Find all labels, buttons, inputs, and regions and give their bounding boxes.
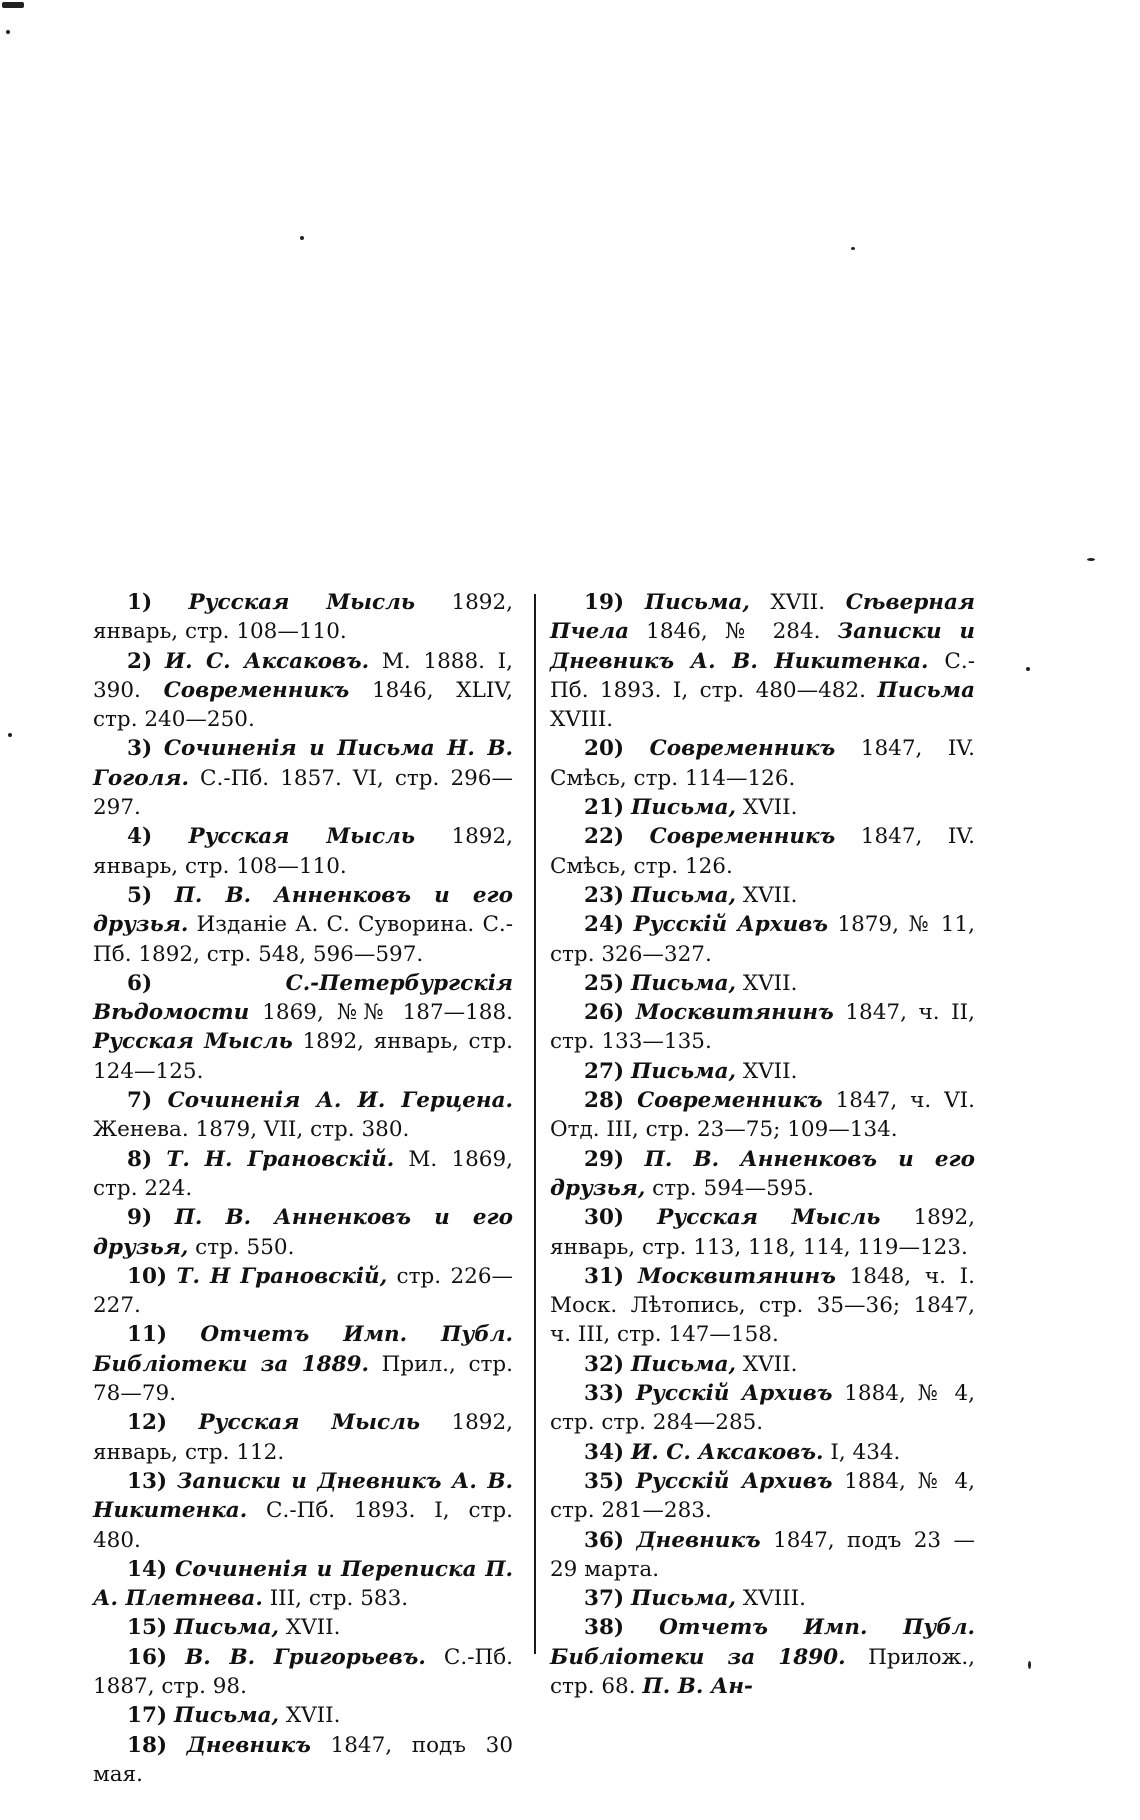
footnote	[93, 1086, 513, 1145]
footnote-number: 11)	[127, 1322, 168, 1348]
citation-text: 1884, № 4, стр. 281—283.	[550, 1468, 975, 1524]
footnote	[550, 969, 975, 998]
scan-speck	[300, 236, 304, 240]
footnote	[550, 793, 975, 822]
work-title: Т. Н. Грановскій.	[166, 1146, 395, 1172]
citation-text: 1884, № 4, стр. стр. 284—285.	[550, 1381, 975, 1436]
citation-text: 1892, январь, стр. 112.	[93, 1410, 513, 1465]
citation-text: XVII.	[736, 795, 798, 821]
citation-text: I, 434.	[823, 1439, 901, 1465]
citation-text	[152, 590, 188, 615]
work-title: Сѣверная Пчела	[550, 590, 975, 645]
footnote	[550, 588, 975, 734]
footnote-number: 14)	[127, 1556, 168, 1582]
work-title: Современникъ	[649, 824, 836, 850]
citation-text	[624, 736, 650, 761]
footnote	[93, 969, 513, 1086]
footnote-number: 34)	[584, 1439, 625, 1465]
footnote-number: 9)	[127, 1205, 153, 1231]
footnote	[550, 1613, 975, 1701]
footnote-number: 18)	[127, 1732, 168, 1758]
citation-text	[624, 883, 631, 908]
work-title: Письма,	[630, 795, 737, 821]
footnote	[550, 910, 975, 969]
citation-text: XVII.	[736, 1351, 798, 1377]
work-title: Отчетъ Имп. Публ. Библіотеки за 1889.	[93, 1322, 514, 1377]
footnote-number: 38)	[584, 1615, 625, 1641]
footnote-number: 6)	[127, 970, 153, 996]
notes-column-right	[550, 588, 975, 1701]
citation-text: III, стр. 583.	[262, 1586, 409, 1612]
citation-text	[152, 736, 164, 761]
citation-text	[152, 1088, 167, 1113]
citation-text: 1892, январь, стр. 113, 118, 114, 119—123.	[550, 1205, 976, 1260]
work-title: Русскій Архивъ	[635, 1468, 833, 1494]
footnote-number: 20)	[584, 736, 625, 762]
footnote-number: 1)	[127, 590, 153, 615]
footnote-number: 29)	[584, 1146, 625, 1172]
footnote-number: 24)	[584, 912, 625, 938]
footnote-number: 7)	[127, 1088, 153, 1114]
citation-text: XVIII.	[736, 1586, 806, 1612]
footnote-number: 30)	[584, 1205, 625, 1231]
footnote-number: 35)	[584, 1468, 625, 1494]
citation-text: 1892, январь, стр. 108—110.	[93, 824, 513, 879]
citation-text: 1846, № 284.	[629, 619, 838, 645]
citation-text	[152, 1147, 166, 1172]
footnote-number: 8)	[127, 1146, 153, 1172]
footnote-number: 21)	[584, 795, 625, 821]
citation-text	[624, 795, 631, 820]
footnote-number: 15)	[127, 1615, 168, 1641]
citation-text	[624, 1000, 636, 1025]
work-title: Письма,	[173, 1615, 280, 1641]
citation-text	[152, 883, 174, 908]
footnote	[550, 822, 975, 881]
footnote	[550, 1086, 975, 1145]
citation-text: 1892, январь, стр. 108—110.	[93, 590, 513, 645]
work-title: Русская Мысль	[188, 824, 416, 850]
citation-text: М. 1888. I, 390.	[93, 648, 513, 703]
footnote-number: 25)	[584, 970, 625, 996]
citation-text	[624, 590, 645, 615]
work-title: Т. Н Грановскій,	[176, 1263, 388, 1289]
citation-text: 1847, IV. Смѣсь, стр. 126.	[550, 824, 975, 879]
citation-text: 1847, ч. VI. Отд. III, стр. 23—75; 109—134.	[550, 1088, 975, 1143]
citation-text	[152, 1205, 174, 1230]
work-title: П. В. Ан-	[642, 1673, 753, 1699]
footnote	[550, 1584, 975, 1613]
footnote	[550, 1262, 975, 1350]
citation-text	[167, 1557, 175, 1582]
work-title: Русскій Архивъ	[633, 912, 828, 938]
citation-text	[167, 1322, 200, 1347]
work-title: В. В. Григорьевъ.	[185, 1644, 426, 1670]
citation-text: стр. 226—227.	[93, 1263, 513, 1319]
work-title: Письма,	[630, 970, 737, 996]
footnote-number: 5)	[127, 882, 153, 908]
citation-text: 1847, подъ 23 — 29 марта.	[550, 1527, 975, 1582]
citation-text: С.-Пб. 1893. I, стр. 480.	[93, 1498, 513, 1553]
footnote	[93, 881, 513, 969]
footnote	[550, 1350, 975, 1379]
footnote-number: 19)	[584, 590, 625, 615]
work-title: Отчетъ Имп. Публ. Библіотеки за 1890.	[550, 1615, 975, 1670]
footnote	[550, 881, 975, 910]
citation-text	[152, 649, 165, 674]
work-title: Сочиненія и Переписка П. А. Плетнева.	[93, 1556, 513, 1612]
work-title: Записки и Дневникъ А. В. Никитенка.	[550, 619, 975, 674]
footnote-number: 33)	[584, 1381, 625, 1407]
footnote	[93, 1555, 513, 1614]
footnote-number: 22)	[584, 824, 625, 850]
citation-text	[624, 1528, 636, 1553]
citation-text: XVII.	[736, 882, 798, 908]
citation-text: С.-Пб. 1857. VI, стр. 296—297.	[93, 765, 513, 821]
citation-text	[624, 1352, 631, 1377]
footnote-number: 26)	[584, 1000, 625, 1026]
footnote	[93, 1262, 513, 1321]
work-title: П. В. Анненковъ и его друзья,	[93, 1205, 513, 1260]
citation-text: 1847, подъ 30 мая.	[93, 1732, 513, 1787]
footnote	[93, 1701, 513, 1730]
citation-text: Изданіе А. С. Суворина. С.-Пб. 1892, стр. 548, 596—597.	[93, 912, 513, 967]
footnote-number: 3)	[127, 736, 153, 762]
footnote	[550, 1438, 975, 1467]
footnote-number: 10)	[127, 1263, 168, 1289]
work-title: Записки и Дневникъ А. В. Никитенка.	[93, 1468, 513, 1524]
scan-speck	[2, 2, 24, 8]
footnote	[93, 1731, 513, 1790]
scan-speck	[8, 733, 12, 737]
footnote-number: 12)	[127, 1410, 168, 1436]
citation-text: С.-Пб. 1893. I, стр. 480—482.	[550, 648, 975, 703]
citation-text	[167, 1645, 185, 1670]
work-title: Письма,	[644, 590, 750, 615]
footnote	[550, 1057, 975, 1086]
work-title: Дневникъ	[186, 1732, 311, 1758]
citation-text	[624, 1264, 638, 1289]
citation-text	[167, 1615, 174, 1640]
work-title: Дневникъ	[636, 1527, 761, 1553]
citation-text: XVII.	[279, 1703, 341, 1729]
footnote-number: 27)	[584, 1058, 625, 1084]
work-title: Сочиненія и Письма Н. В. Гоголя.	[93, 736, 513, 791]
citation-text: стр. 550.	[188, 1234, 295, 1260]
citation-text	[624, 912, 633, 937]
footnote	[550, 1467, 975, 1526]
footnote	[93, 1643, 513, 1702]
footnote	[550, 1379, 975, 1438]
citation-text: М. 1869, стр. 224.	[93, 1146, 513, 1201]
citation-text: 1869, №№ 187—188.	[249, 1000, 513, 1026]
footnote	[93, 734, 513, 822]
footnote	[93, 1320, 513, 1408]
citation-text	[152, 824, 188, 849]
citation-text	[624, 1205, 657, 1230]
footnote-number: 28)	[584, 1088, 625, 1114]
work-title: Письма	[877, 677, 975, 703]
footnote-number: 23)	[584, 882, 625, 908]
citation-text: Прилож., стр. 68.	[550, 1644, 975, 1699]
footnote	[550, 734, 975, 793]
footnote-number: 17)	[127, 1703, 168, 1729]
citation-text: XVII.	[736, 1058, 798, 1084]
footnote-number: 31)	[584, 1263, 625, 1289]
citation-text: 1848, ч. I. Моск. Лѣтопись, стр. 35—36; 1847, ч. III, стр. 147—158.	[550, 1263, 975, 1348]
citation-text: XVIII.	[550, 707, 614, 733]
work-title: Современникъ	[649, 736, 836, 762]
footnote	[93, 1467, 513, 1555]
work-title: Русская Мысль	[93, 1029, 293, 1055]
citation-text	[624, 1088, 637, 1113]
scan-speck	[851, 247, 855, 250]
footnote	[93, 647, 513, 735]
work-title: Письма,	[630, 1351, 737, 1377]
footnote-number: 16)	[127, 1644, 168, 1670]
citation-text: 1847, ч. II, стр. 133—135.	[550, 1000, 975, 1055]
citation-text: 1847, IV. Смѣсь, стр. 114—126.	[550, 736, 975, 791]
work-title: П. В. Анненковъ и его друзья,	[550, 1146, 975, 1201]
scan-speck	[1026, 667, 1030, 671]
work-title: Сочиненія А. И. Герцена.	[167, 1088, 513, 1114]
citation-text: 1879, № 11, стр. 326—327.	[550, 912, 975, 967]
citation-text: XVII.	[736, 970, 798, 996]
footnote	[93, 1145, 513, 1204]
citation-text	[624, 824, 650, 849]
citation-text	[624, 1440, 631, 1465]
citation-text: стр. 594—595.	[645, 1175, 814, 1201]
footnote	[550, 1145, 975, 1204]
footnote	[93, 822, 513, 881]
work-title: Современникъ	[637, 1088, 823, 1114]
work-title: Русская Мысль	[657, 1205, 881, 1231]
work-title: Москвитянинъ	[637, 1263, 836, 1289]
citation-text	[624, 971, 631, 996]
notes-column-left	[93, 588, 513, 1789]
citation-text	[624, 1147, 644, 1172]
footnote-number: 37)	[584, 1586, 625, 1612]
citation-text	[167, 1733, 187, 1758]
work-title: Письма,	[630, 882, 737, 908]
citation-text	[624, 1586, 631, 1611]
citation-text: Женева. 1879, VII, стр. 380.	[93, 1117, 410, 1143]
citation-text	[167, 1410, 198, 1435]
footnote	[93, 1203, 513, 1262]
footnote	[93, 588, 513, 647]
work-title: Русскій Архивъ	[635, 1381, 833, 1407]
work-title: Москвитянинъ	[635, 1000, 834, 1026]
citation-text: XVII.	[279, 1615, 341, 1641]
scan-speck	[6, 30, 10, 34]
work-title: Письма,	[630, 1586, 737, 1612]
citation-text: 1846, XLIV, стр. 240—250.	[93, 677, 513, 733]
footnote-number: 32)	[584, 1351, 625, 1377]
scan-speck	[1087, 558, 1095, 561]
footnote	[550, 1526, 975, 1585]
work-title: Русская Мысль	[198, 1410, 421, 1436]
work-title: Письма,	[173, 1703, 280, 1729]
footnote	[93, 1408, 513, 1467]
footnote	[550, 998, 975, 1057]
work-title: И. С. Аксаковъ.	[630, 1439, 824, 1465]
footnote-number: 2)	[127, 648, 153, 674]
work-title: С.-Петербургскія Вѣдомости	[93, 970, 513, 1026]
citation-text	[152, 971, 285, 996]
footnote	[550, 1203, 975, 1262]
footnote-number: 13)	[127, 1468, 168, 1494]
citation-text	[624, 1381, 636, 1406]
scan-speck	[1028, 1661, 1031, 1669]
citation-text	[167, 1703, 174, 1728]
work-title: Письма,	[630, 1058, 737, 1084]
citation-text: 1892, январь, стр. 124—125.	[93, 1029, 513, 1084]
citation-text	[624, 1469, 636, 1494]
footnote-number: 36)	[584, 1527, 625, 1553]
citation-text	[624, 1615, 659, 1640]
citation-text	[167, 1469, 177, 1494]
work-title: И. С. Аксаковъ.	[164, 648, 370, 674]
work-title: П. В. Анненковъ и его друзья.	[93, 882, 513, 938]
column-divider	[534, 594, 536, 1654]
citation-text: Прил., стр. 78—79.	[93, 1351, 513, 1407]
footnote	[93, 1613, 513, 1642]
work-title: Современникъ	[163, 677, 350, 703]
citation-text: XVII.	[749, 590, 846, 615]
footnote-number: 4)	[127, 824, 153, 850]
citation-text	[624, 1059, 631, 1084]
citation-text: С.-Пб. 1887, стр. 98.	[93, 1644, 513, 1699]
work-title: Русская Мысль	[188, 590, 416, 615]
